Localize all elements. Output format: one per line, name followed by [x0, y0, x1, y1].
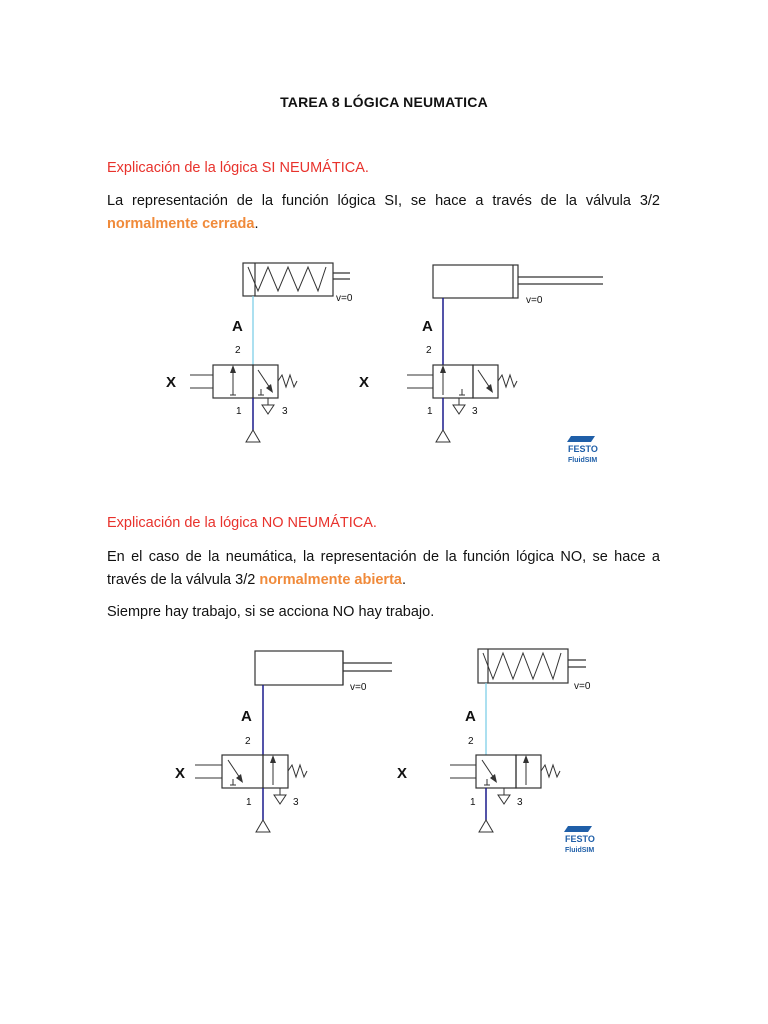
port-x-label: X — [397, 765, 408, 782]
exhaust-icon — [453, 405, 465, 414]
port-3-label: 3 — [282, 406, 288, 417]
festo-fluidsim-logo — [562, 826, 602, 861]
pressure-source-icon — [246, 430, 260, 442]
cylinder-body — [433, 265, 518, 298]
valve-left-box — [476, 755, 516, 788]
velocity-label: v=0 — [574, 681, 591, 692]
festo-brand: FESTO — [565, 834, 595, 844]
si-diagram-actuated — [355, 255, 615, 455]
velocity-label: v=0 — [336, 293, 353, 304]
port-3-label: 3 — [472, 406, 478, 417]
port-x-label: X — [175, 765, 186, 782]
section-no-text: En el caso de la neumática, la representación de la función lógica NO, se hace a través de la válvula 3/2 — [107, 549, 660, 588]
valve-spring — [288, 765, 307, 777]
valve-spring — [278, 375, 297, 387]
port-2-label: 2 — [235, 345, 241, 356]
normally-open-highlight: normalmente abierta — [259, 572, 402, 588]
section-no-paragraph — [107, 546, 660, 592]
pressure-source-icon — [256, 820, 270, 832]
pressure-source-icon — [436, 430, 450, 442]
fluidsim-product: FluidSIM — [568, 457, 598, 464]
valve-right-box — [516, 755, 541, 788]
page-title: TAREA 8 LÓGICA NEUMATICA — [280, 94, 488, 110]
festo-logo-icon — [565, 436, 605, 466]
valve-left-box — [433, 365, 473, 398]
port-1-label: 1 — [236, 406, 242, 417]
port-a-label: A — [422, 318, 433, 335]
cylinder-spring — [248, 267, 326, 291]
port-x-label: X — [359, 374, 370, 391]
valve-right-box — [263, 755, 288, 788]
section-no-heading: Explicación de la lógica NO NEUMÁTICA. — [107, 515, 377, 531]
no-diagram-actuated — [390, 645, 610, 845]
section-no-paragraph-2: Siempre hay trabajo, si se acciona NO hay trabajo. — [107, 604, 435, 620]
port-3-label: 3 — [293, 797, 299, 808]
exhaust-icon — [498, 795, 510, 804]
velocity-label: v=0 — [526, 295, 543, 306]
port-1-label: 1 — [470, 797, 476, 808]
exhaust-icon — [262, 405, 274, 414]
port-1-label: 1 — [427, 406, 433, 417]
port-a-label: A — [465, 708, 476, 725]
normally-closed-highlight: normalmente cerrada — [107, 216, 255, 232]
port-a-label: A — [241, 708, 252, 725]
section-si-text: La representación de la función lógica SI, se hace a través de la válvula 3/2 — [107, 193, 660, 209]
valve-spring — [541, 765, 560, 777]
port-2-label: 2 — [245, 736, 251, 747]
si-diagram-rest — [160, 255, 360, 455]
valve-spring — [498, 375, 517, 387]
festo-logo-icon — [562, 826, 602, 856]
velocity-label: v=0 — [350, 682, 367, 693]
section-no-text-end: . — [401, 572, 407, 588]
port-3-label: 3 — [517, 797, 523, 808]
port-2-label: 2 — [426, 345, 432, 356]
festo-fluidsim-logo — [565, 436, 605, 471]
exhaust-icon — [274, 795, 286, 804]
fluidsim-product: FluidSIM — [565, 847, 595, 854]
section-si-text-end: . — [254, 216, 259, 232]
no-diagram-rest — [170, 645, 410, 845]
festo-brand: FESTO — [568, 444, 598, 454]
port-a-label: A — [232, 318, 243, 335]
cylinder-spring — [483, 653, 561, 679]
port-x-label: X — [166, 374, 177, 391]
section-si-paragraph — [107, 190, 660, 236]
pressure-source-icon — [479, 820, 493, 832]
port-1-label: 1 — [246, 797, 252, 808]
port-2-label: 2 — [468, 736, 474, 747]
cylinder-body — [255, 651, 343, 685]
section-si-heading: Explicación de la lógica SI NEUMÁTICA. — [107, 160, 369, 176]
